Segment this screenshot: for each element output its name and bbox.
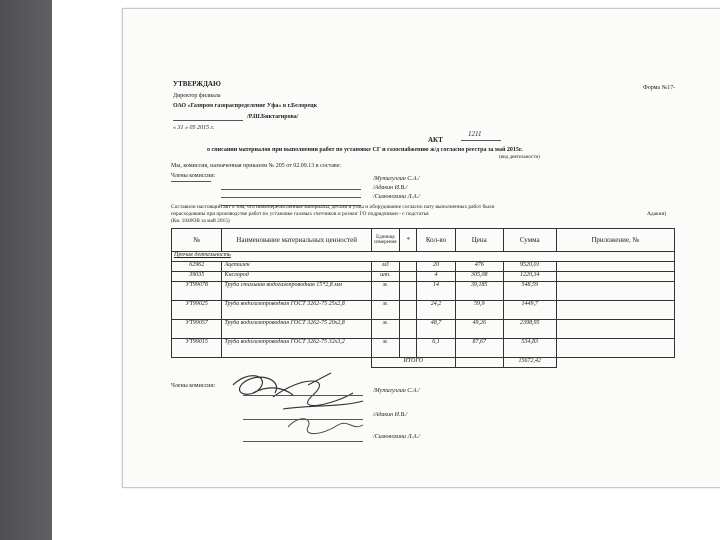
approve-title: УТВЕРЖДАЮ <box>173 80 221 88</box>
row-code: УТ99057 <box>172 320 222 339</box>
act-number: 1211 <box>468 130 482 138</box>
activity-caption: (вид деятельности) <box>499 155 540 160</box>
row-price: 39,185 <box>455 282 503 301</box>
row-name: Труба водогазопроводная ГОСТ 3262-75 32х3,2 <box>222 339 371 358</box>
section-title: Прочая деятельность <box>172 252 675 262</box>
approve-name: /Р.Ш.Биктагирова/ <box>247 114 299 120</box>
approve-date: « 31 » 05 2015 г. <box>173 125 215 131</box>
row-unit: м. <box>371 339 399 358</box>
row-unit: шт. <box>371 272 399 282</box>
member-top-3: /Симонохина Л.А./ <box>373 194 420 200</box>
row-unit: м. <box>371 320 399 339</box>
row-name: Труба стальная водогазопроводная 15*2,8 мм <box>222 282 371 301</box>
statement-line-2-tail: Адакин) <box>647 211 667 217</box>
total-label: ИТОГО <box>371 358 455 368</box>
row-qty: 4 <box>417 272 455 282</box>
chair-label: Члены комиссии: <box>171 173 216 179</box>
member-top-2: /Адакин И.В./ <box>373 185 408 191</box>
row-sum: 9520,01 <box>503 262 556 272</box>
row-sum: 1449,7 <box>503 301 556 320</box>
act-subtitle: о списании материалов при выполнении работ по установке СГ и газоснабжению ж/д согласно реестра за май 2015г. <box>207 147 523 153</box>
approve-company: ОАО «Газпром газораспределение Уфа» в г.Белорецк <box>173 103 318 109</box>
header-price: Цена <box>455 229 503 252</box>
slide <box>52 0 720 540</box>
table-header-row <box>172 229 675 252</box>
row-name: Труба водогазопроводная ГОСТ 3262-75 20х2,8 <box>222 320 371 339</box>
row-code: УТ99015 <box>172 339 222 358</box>
header-no: № <box>172 229 222 252</box>
row-name: Кислород <box>222 272 371 282</box>
row-price: 476 <box>455 262 503 272</box>
row-name: Труба водогазопроводная ГОСТ 3262-75 25х2,8 <box>222 301 371 320</box>
table-row <box>172 339 675 358</box>
row-price: 87,67 <box>455 339 503 358</box>
section-row <box>172 252 675 262</box>
row-unit: м. <box>371 301 399 320</box>
row-name: Ацетилен <box>222 262 371 272</box>
row-sum: 548,59 <box>503 282 556 301</box>
table-row <box>172 272 675 282</box>
table-row <box>172 262 675 272</box>
table-row <box>172 301 675 320</box>
row-sum: 1220,34 <box>503 272 556 282</box>
member-bottom-3: /Симонохина Л.А./ <box>373 434 420 440</box>
table-row <box>172 282 675 301</box>
form-number: Форма №17- <box>643 85 676 91</box>
row-code: УТ99025 <box>172 301 222 320</box>
row-qty: 20 <box>417 262 455 272</box>
row-code: 39035 <box>172 272 222 282</box>
statement-line-3: (Кв. 1040ОВ за май 2015) <box>171 218 230 224</box>
member-bottom-1: /Мутигуллин С.А./ <box>373 388 420 394</box>
member-bottom-2: /Адакин И.В./ <box>373 412 408 418</box>
approve-position: Директор филиала <box>173 93 221 99</box>
member-top-1: /Мутигуллин С.А./ <box>373 176 420 182</box>
row-unit: м. <box>371 282 399 301</box>
row-code: 62962 <box>172 262 222 272</box>
header-star: * <box>399 229 417 252</box>
header-name: Наименование материальных ценностей <box>222 229 371 252</box>
table-row <box>172 320 675 339</box>
row-qty: 48,7 <box>417 320 455 339</box>
scanned-act-document <box>122 8 720 488</box>
row-price: 59,9 <box>455 301 503 320</box>
row-qty: 14 <box>417 282 455 301</box>
total-value: 15672,42 <box>503 358 556 368</box>
commission-intro: Мы, комиссия, назначенная приказом № 205 от 02.09.13 в составе: <box>171 163 342 169</box>
row-sum: 2398,95 <box>503 320 556 339</box>
header-unit: Единица измерения <box>371 229 399 252</box>
row-sum: 534,83 <box>503 339 556 358</box>
slide-left-bar <box>0 0 52 540</box>
row-unit: м3 <box>371 262 399 272</box>
act-title: АКТ <box>428 136 443 144</box>
members-bottom-label: Члены комиссии: <box>171 383 216 389</box>
statement-line-2: израсходованы при производстве работ по установке газовых счетчиков и розжиг ГО подрядчиком - с подстатья <box>171 211 429 217</box>
row-qty: 24,2 <box>417 301 455 320</box>
row-code: УТ99078 <box>172 282 222 301</box>
statement-line-1: Составили настоящий акт о том, что нижеперечисленные материалы, детали и узлы и оборудование согласно нату выполненных работ были <box>171 204 495 210</box>
header-note: Приложение, № <box>556 229 675 252</box>
header-qty: Кол-во <box>417 229 455 252</box>
header-sum: Сумма <box>503 229 556 252</box>
row-qty: 6,1 <box>417 339 455 358</box>
row-price: 49,26 <box>455 320 503 339</box>
row-price: 305,08 <box>455 272 503 282</box>
materials-table <box>171 228 675 368</box>
